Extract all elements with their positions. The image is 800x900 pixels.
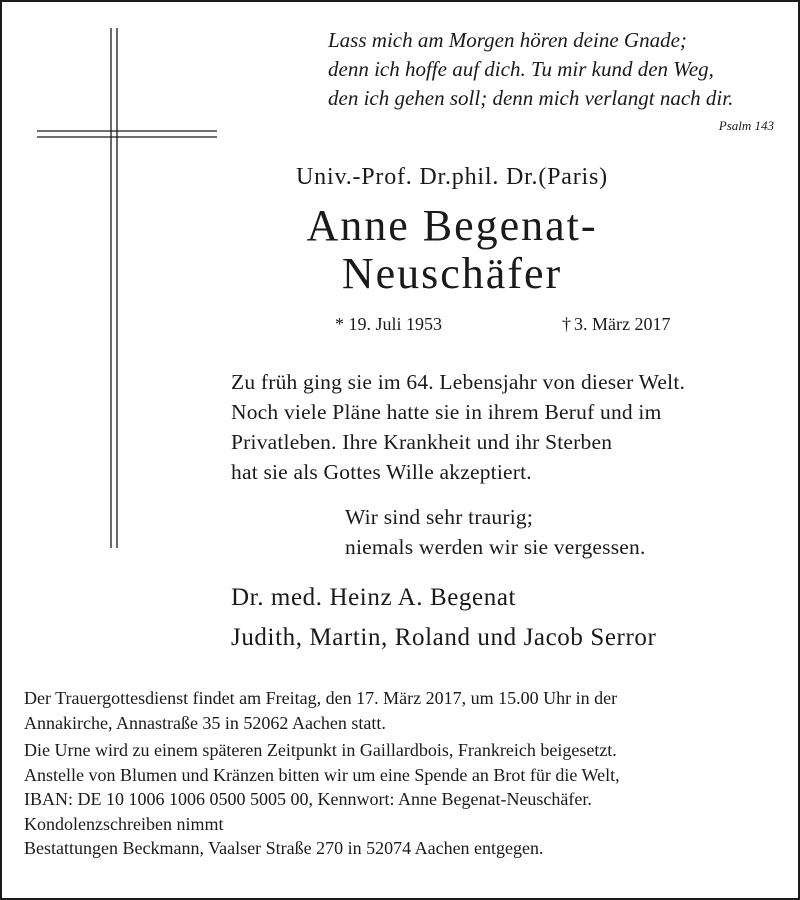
birth-date: * 19. Juli 1953 <box>335 314 443 334</box>
message-line: Noch viele Pläne hatte sie in ihrem Beruf und im <box>231 400 662 424</box>
mourner-line2: Judith, Martin, Roland und Jacob Serror <box>231 624 657 651</box>
info-line: Kondolenzschreiben nimmt <box>24 813 224 834</box>
info-line: Anstelle von Blumen und Kränzen bitten wir um eine Spende an Brot für die Welt, <box>24 764 620 785</box>
message-line: Privatleben. Ihre Krankheit und ihr Sterben <box>231 430 613 454</box>
mourner-line1: Dr. med. Heinz A. Begenat <box>231 584 517 611</box>
dagger-icon: † <box>562 314 571 334</box>
info-line: Bestattungen Beckmann, Vaalser Straße 270 in 52074 Aachen entgegen. <box>24 838 544 858</box>
closing-line: Wir sind sehr traurig; <box>345 505 534 529</box>
psalm-reference: Psalm 143 <box>718 118 774 133</box>
academic-title: Univ.-Prof. Dr.phil. Dr.(Paris) <box>296 164 608 190</box>
closing-line: niemals werden wir sie vergessen. <box>345 535 646 559</box>
info-line: Die Urne wird zu einem späteren Zeitpunkt in Gaillardbois, Frankreich beigesetzt. <box>24 740 617 760</box>
message-line: Zu früh ging sie im 64. Lebensjahr von dieser Welt. <box>231 370 686 394</box>
info-line: IBAN: DE 10 1006 1006 0500 5005 00, Kennwort: Anne Begenat-Neuschäfer. <box>24 789 592 809</box>
death-date-block <box>562 314 670 335</box>
deceased-name-line1: Anne Begenat- <box>306 201 598 250</box>
info-line: Annakirche, Annastraße 35 in 52062 Aachen statt. <box>24 712 386 733</box>
psalm-quote <box>328 26 774 133</box>
funeral-information <box>24 686 784 861</box>
memorial-message <box>231 367 791 487</box>
psalm-line: denn ich hoffe auf dich. Tu mir kund den Weg, <box>328 57 714 81</box>
cross-icon <box>37 28 217 548</box>
closing-message <box>345 502 785 562</box>
death-date: 3. März 2017 <box>574 314 671 334</box>
psalm-line: den ich gehen soll; denn mich verlangt nach dir. <box>328 86 734 110</box>
message-line: hat sie als Gottes Wille akzeptiert. <box>231 460 532 484</box>
info-line: Der Trauergottesdienst findet am Freitag, den 17. März 2017, um 15.00 Uhr in der <box>24 688 618 708</box>
deceased-name-line2: Neuschäfer <box>341 249 563 298</box>
psalm-line: Lass mich am Morgen hören deine Gnade; <box>328 28 687 52</box>
